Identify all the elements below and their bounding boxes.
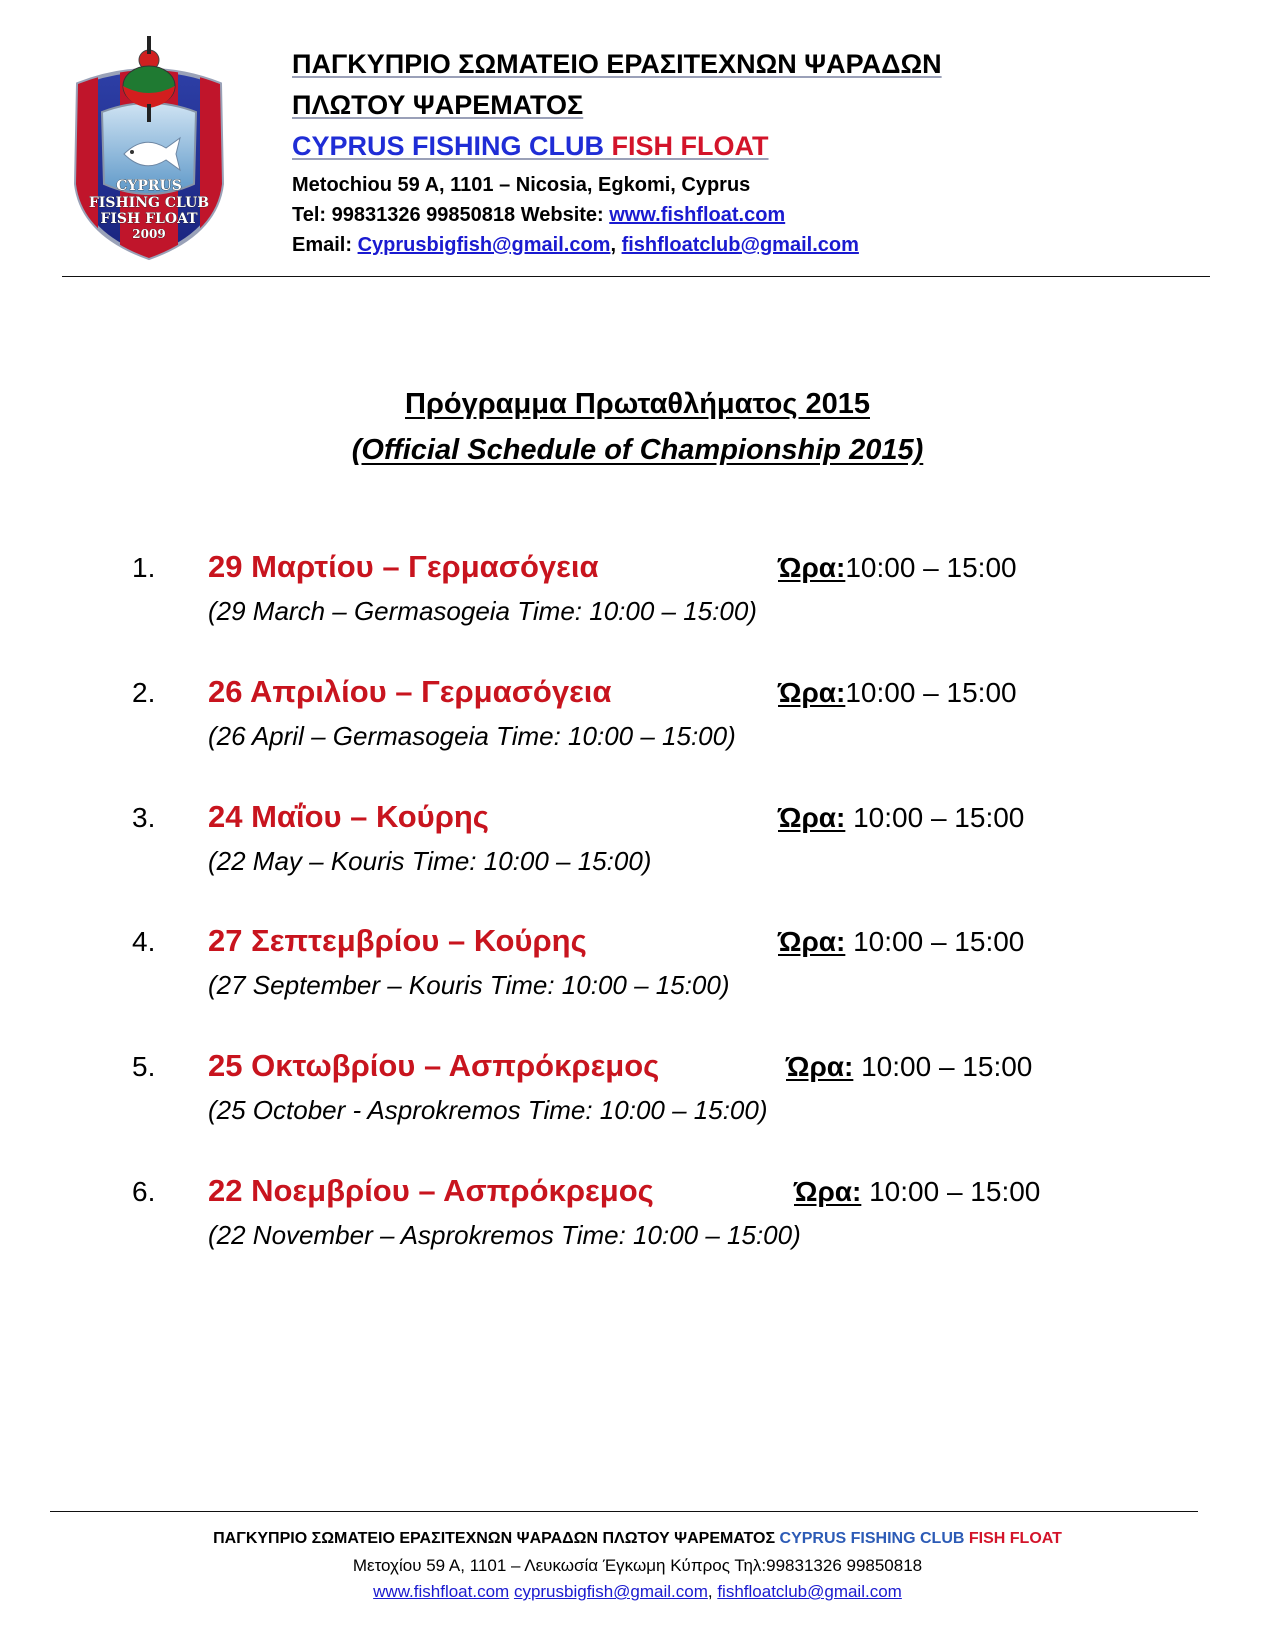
time-value: 10:00 – 15:00 — [845, 802, 1025, 833]
item-number: 3. — [132, 802, 156, 833]
logo-line-4: 2009 — [132, 227, 166, 241]
club-name-greek-line-2: ΠΛΩΤΟΥ ΨΑΡΕΜΑΤΟΣ — [292, 90, 584, 120]
footer-email-link-1[interactable]: cyprusbigfish@gmail.com — [513, 1582, 708, 1601]
time-value: 10:00 – 15:00 — [861, 1176, 1041, 1207]
club-address: Metochiou 59 A, 1101 – Nicosia, Egkomi, Cyprus — [292, 174, 751, 196]
time-value: 10:00 – 15:00 — [845, 926, 1025, 957]
footer-links — [0, 1582, 1275, 1602]
footer-email-separator: , — [707, 1582, 718, 1601]
schedule-title-greek: Πρόγραμμα Πρωταθλήματος 2015 — [405, 388, 870, 420]
footer-club-name — [0, 1530, 1275, 1548]
item-number: 1. — [132, 552, 156, 583]
footer-address: Μετοχίου 59 Α, 1101 – Λευκωσία Έγκωμη Κύπρος Τηλ:99831326 99850818 — [352, 1556, 923, 1575]
club-contact-tel — [292, 204, 785, 227]
footer-email-link-2[interactable]: fishfloatclub@gmail.com — [717, 1582, 902, 1601]
item-title: 22 Νοεμβρίου – Ασπρόκρεμος — [208, 1173, 654, 1208]
time-label: Ώρα: — [778, 677, 846, 708]
item-subtitle: (25 October - Asprokremos Time: 10:00 – 15:00) — [208, 1095, 768, 1125]
logo-line-3: FISH FLOAT — [100, 211, 198, 227]
website-link[interactable]: www.fishfloat.com — [609, 204, 786, 226]
item-time — [778, 926, 1024, 958]
item-time — [778, 802, 1024, 834]
footer-name-red: FISH FLOAT — [964, 1530, 1062, 1547]
item-title: 29 Μαρτίου – Γερμασόγεια — [208, 549, 599, 584]
email-link-1[interactable]: Cyprusbigfish@gmail.com — [357, 234, 611, 256]
item-number: 6. — [132, 1176, 156, 1207]
time-value: 10:00 – 15:00 — [845, 677, 1017, 708]
time-label: Ώρα: — [778, 552, 846, 583]
club-logo — [58, 34, 240, 266]
email-separator: , — [610, 234, 622, 256]
item-subtitle: (27 September – Kouris Time: 10:00 – 15:00) — [208, 970, 730, 1000]
logo-line-1: CYPRUS — [116, 178, 182, 194]
time-label: Ώρα: — [794, 1176, 862, 1207]
time-label: Ώρα: — [778, 802, 846, 833]
item-number: 4. — [132, 926, 156, 957]
time-label: Ώρα: — [778, 926, 846, 957]
email-link-2[interactable]: fishfloatclub@gmail.com — [621, 234, 859, 256]
item-number: 5. — [132, 1051, 156, 1082]
time-label: Ώρα: — [786, 1051, 854, 1082]
item-time — [794, 1176, 1040, 1208]
schedule-title-english: (Official Schedule of Championship 2015) — [351, 434, 924, 466]
club-name-english — [292, 131, 769, 162]
item-subtitle: (26 April – Germasogeia Time: 10:00 – 15:00) — [208, 721, 736, 751]
item-time — [786, 1051, 1032, 1083]
item-title: 25 Οκτωβρίου – Ασπρόκρεμος — [208, 1048, 660, 1083]
footer-name-blue: CYPRUS FISHING CLUB — [779, 1530, 965, 1547]
item-number: 2. — [132, 677, 156, 708]
item-subtitle: (29 March – Germasogeia Time: 10:00 – 15:00) — [208, 596, 757, 626]
footer-divider — [50, 1511, 1198, 1512]
item-title: 24 Μαΐου – Κούρης — [208, 799, 489, 834]
footer-name-greek: ΠΑΓΚΥΠΡΙΟ ΣΩΜΑΤΕΙΟ ΕΡΑΣΙΤΕΧΝΩΝ ΨΑΡΑΔΩΝ ΠΛΩΤΟΥ ΨΑΡΕΜΑΤΟΣ — [213, 1530, 780, 1547]
time-value: 10:00 – 15:00 — [853, 1051, 1033, 1082]
tel-text: Tel: 99831326 99850818 Website: — [292, 204, 610, 226]
item-time — [778, 552, 1017, 584]
footer-website-link[interactable]: www.fishfloat.com — [373, 1582, 510, 1601]
item-title: 26 Απριλίου – Γερμασόγεια — [208, 674, 612, 709]
item-time — [778, 677, 1017, 709]
email-label: Email: — [292, 234, 358, 256]
item-subtitle: (22 May – Kouris Time: 10:00 – 15:00) — [208, 846, 652, 876]
club-contact-email — [292, 234, 859, 257]
club-name-greek-line-1: ΠΑΓΚΥΠΡΙΟ ΣΩΜΑΤΕΙΟ ΕΡΑΣΙΤΕΧΝΩΝ ΨΑΡΑΔΩΝ — [292, 49, 942, 79]
header-divider — [62, 276, 1210, 277]
item-subtitle: (22 November – Asprokremos Time: 10:00 – 15:00) — [208, 1220, 801, 1250]
time-value: 10:00 – 15:00 — [845, 552, 1017, 583]
club-name-red: FISH FLOAT — [611, 131, 769, 161]
item-title: 27 Σεπτεμβρίου – Κούρης — [208, 923, 587, 958]
club-name-blue: CYPRUS FISHING CLUB — [292, 131, 605, 161]
logo-line-2: FISHING CLUB — [88, 195, 210, 211]
